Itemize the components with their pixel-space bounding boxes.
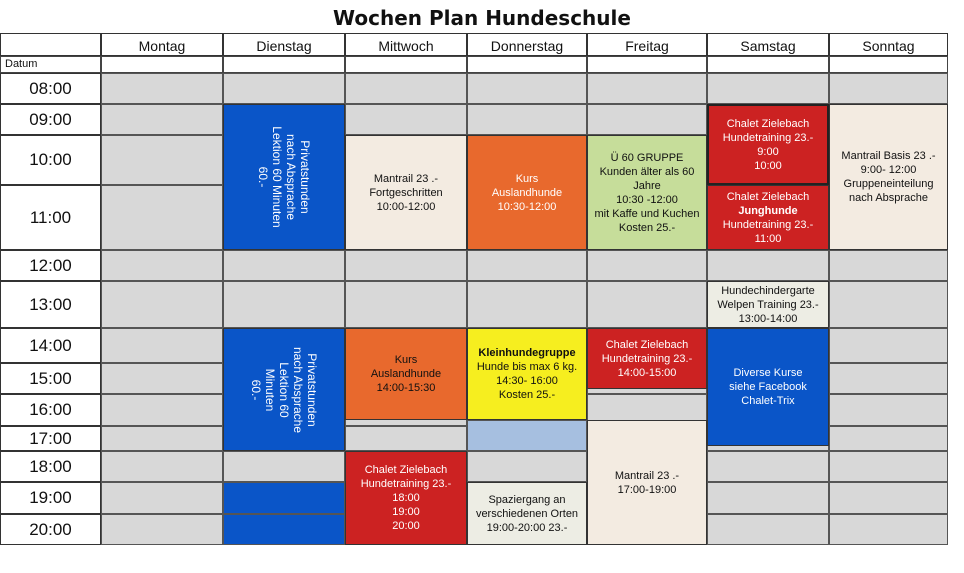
event-line: Chalet Zielebach [726,190,810,203]
day-header-freitag: Freitag [587,33,707,56]
event-di-morning[interactable] [223,104,345,250]
time-slot-1900: 19:00 [0,482,101,514]
event-blue-block[interactable] [223,482,345,514]
date-cell[interactable] [223,56,345,73]
event-line: 19:00 [392,506,420,518]
event-line: nach Absprache [291,346,305,433]
event-mi-mantrail[interactable] [345,135,467,250]
event-line: Kosten 25.- [498,389,556,401]
schedule-cell[interactable] [345,104,467,135]
event-line: 9:00 [757,145,779,158]
schedule-cell[interactable] [829,426,948,451]
event-line: Mantrail 23 .- [614,469,680,482]
schedule-cell[interactable] [587,104,707,135]
day-header-dienstag: Dienstag [223,33,345,56]
event-line: Minuten [263,368,277,411]
event-line: nach Absprache [284,133,298,221]
event-light-blue-block[interactable] [467,420,587,451]
event-line: Diverse Kurse [733,367,803,379]
schedule-cell[interactable] [101,363,223,394]
event-line: Kurs [515,172,539,185]
time-slot-2000: 20:00 [0,514,101,545]
event-line: 14:00-15:00 [617,366,677,379]
event-do-spazier[interactable] [467,482,587,545]
date-cell[interactable] [101,56,223,73]
event-sa-chalet2[interactable] [707,185,829,250]
event-blue-block[interactable] [223,514,345,545]
event-line: 19:00-20:00 23.- [486,521,568,534]
schedule-cell[interactable] [467,281,587,328]
schedule-cell[interactable] [467,104,587,135]
event-di-afternoon[interactable] [223,328,345,451]
schedule-cell[interactable] [345,281,467,328]
schedule-cell[interactable] [101,394,223,426]
schedule-cell[interactable] [829,514,948,545]
event-line: Hundetraining 23.- [360,478,452,490]
event-line: Ü 60 GRUPPE [610,151,684,164]
time-slot-1700: 17:00 [0,426,101,451]
day-header-montag: Montag [101,33,223,56]
event-line: Hunde bis max 6 kg. [476,361,578,373]
event-line: 60.- [256,166,270,188]
schedule-cell[interactable] [467,451,587,482]
event-line: Fortgeschritten [369,186,443,199]
schedule-cell[interactable] [829,451,948,482]
schedule-cell[interactable] [101,328,223,363]
schedule-cell[interactable] [101,514,223,545]
schedule-cell[interactable] [223,451,345,482]
time-slot-0900: 09:00 [0,104,101,135]
schedule-cell[interactable] [587,281,707,328]
schedule-cell[interactable] [829,482,948,514]
schedule-cell[interactable] [101,250,223,281]
schedule-cell[interactable] [587,250,707,281]
event-line: Kosten 25.- [618,221,676,234]
event-line: Hundetraining 23.- [601,352,693,365]
event-line: Junghunde [738,204,798,217]
event-line: Hundechindergarte [721,284,815,297]
event-line: mit Kaffe und Kuchen [594,207,700,220]
date-cell[interactable] [345,56,467,73]
event-line: Kurs [394,354,418,366]
event-line: 14:00-15:30 [376,382,436,394]
event-line: Hundetraining 23.- [722,131,814,144]
time-slot-1100: 11:00 [0,185,101,250]
event-line: 10:30-12:00 [497,200,557,213]
event-line: Jahre [633,179,661,192]
date-label: Datum [5,58,38,70]
event-line: 10:00-12:00 [376,200,436,213]
schedule-cell[interactable] [345,73,467,104]
event-line: Auslandhunde [491,186,563,199]
event-line: verschiedenen Orten [475,507,579,520]
schedule-cell[interactable] [829,363,948,394]
schedule-cell[interactable] [829,281,948,328]
time-slot-1400: 14:00 [0,328,101,363]
time-slot-0800: 08:00 [0,73,101,104]
schedule-cell[interactable] [345,426,467,451]
event-line: siehe Facebook [729,381,807,393]
schedule-cell[interactable] [223,250,345,281]
schedule-cell[interactable] [101,104,223,135]
event-line: Lektion 60 Minuten [270,126,284,228]
event-fr-u60[interactable] [587,135,707,250]
event-text [256,126,312,227]
event-line: Auslandhunde [370,368,442,380]
event-so-mantrail[interactable] [829,104,948,250]
schedule-cell[interactable] [707,250,829,281]
page-title: Wochen Plan Hundeschule [333,6,631,30]
time-slot-1000: 10:00 [0,135,101,185]
event-line: 60.- [249,379,263,400]
event-line: Hundetraining 23.- [722,218,814,231]
time-slot-1600: 16:00 [0,394,101,426]
schedule-cell[interactable] [223,73,345,104]
event-line: 14:30- 16:00 [496,375,558,387]
schedule-cell[interactable] [101,426,223,451]
schedule-cell[interactable] [829,250,948,281]
day-header-sonntag: Sonntag [829,33,948,56]
date-label-cell [0,56,101,73]
schedule-cell[interactable] [101,451,223,482]
event-line: 13:00-14:00 [738,312,798,325]
event-sa-welpen[interactable] [707,281,829,328]
event-line: Chalet Zielebach [605,338,689,351]
schedule-cell[interactable] [707,514,829,545]
schedule-cell[interactable] [223,281,345,328]
schedule-cell[interactable] [829,73,948,104]
event-line: 18:00 [392,492,420,504]
time-slot-1500: 15:00 [0,363,101,394]
event-line: Chalet Zielebach [726,117,810,130]
event-mi-chalet[interactable] [345,451,467,545]
schedule-cell[interactable] [707,451,829,482]
event-line: Privatstunden [298,140,312,214]
event-line: 10:00 [754,159,782,172]
event-mi-kurs[interactable] [345,328,467,420]
event-sa-chalet1[interactable] [707,104,829,185]
schedule-cell[interactable] [707,482,829,514]
schedule-cell[interactable] [829,394,948,426]
day-header-samstag: Samstag [707,33,829,56]
event-line: Kleinhundegruppe [478,347,576,359]
schedule-cell[interactable] [101,482,223,514]
event-line: Mantrail 23 .- [373,172,439,185]
event-do-kurs[interactable] [467,135,587,250]
date-header-cell [0,33,101,56]
date-cell[interactable] [829,56,948,73]
event-line: nach Absprache [849,192,928,204]
event-line: 17:00-19:00 [617,483,677,496]
date-cell[interactable] [467,56,587,73]
time-slot-1800: 18:00 [0,451,101,482]
schedule-cell[interactable] [101,135,223,185]
date-cell[interactable] [587,56,707,73]
event-line: Gruppeneinteilung [843,178,934,190]
event-do-klein[interactable] [467,328,587,420]
event-line: 20:00 [392,520,420,532]
schedule-cell[interactable] [587,73,707,104]
day-header-mittwoch: Mittwoch [345,33,467,56]
event-line: Spaziergang an [488,493,566,506]
schedule-cell[interactable] [467,73,587,104]
time-slot-1200: 12:00 [0,250,101,281]
event-line: 10:30 -12:00 [616,193,678,206]
event-fr-chalet[interactable] [587,328,707,389]
event-line: Privatstunden [305,352,319,427]
schedule-cell[interactable] [829,328,948,363]
event-line: Lektion 60 [277,361,291,418]
day-header-donnerstag: Donnerstag [467,33,587,56]
date-cell[interactable] [707,56,829,73]
event-line: Mantrail Basis 23 .- [841,150,936,162]
event-line: Kunden älter als 60 [599,165,695,178]
event-line: Welpen Training 23.- [717,298,819,311]
schedule-cell[interactable] [101,281,223,328]
event-sa-diverse[interactable] [707,328,829,446]
schedule-cell[interactable] [345,250,467,281]
schedule-cell[interactable] [101,73,223,104]
event-line: Chalet-Trix [741,395,795,407]
time-slot-1300: 13:00 [0,281,101,328]
schedule-cell[interactable] [467,250,587,281]
schedule-cell[interactable] [101,185,223,250]
event-fr-mantrail[interactable] [587,420,707,545]
event-line: 9:00- 12:00 [860,164,917,176]
event-line: 11:00 [754,232,782,245]
schedule-cell[interactable] [707,73,829,104]
event-text [249,346,319,432]
event-line: Chalet Zielebach [364,464,448,476]
